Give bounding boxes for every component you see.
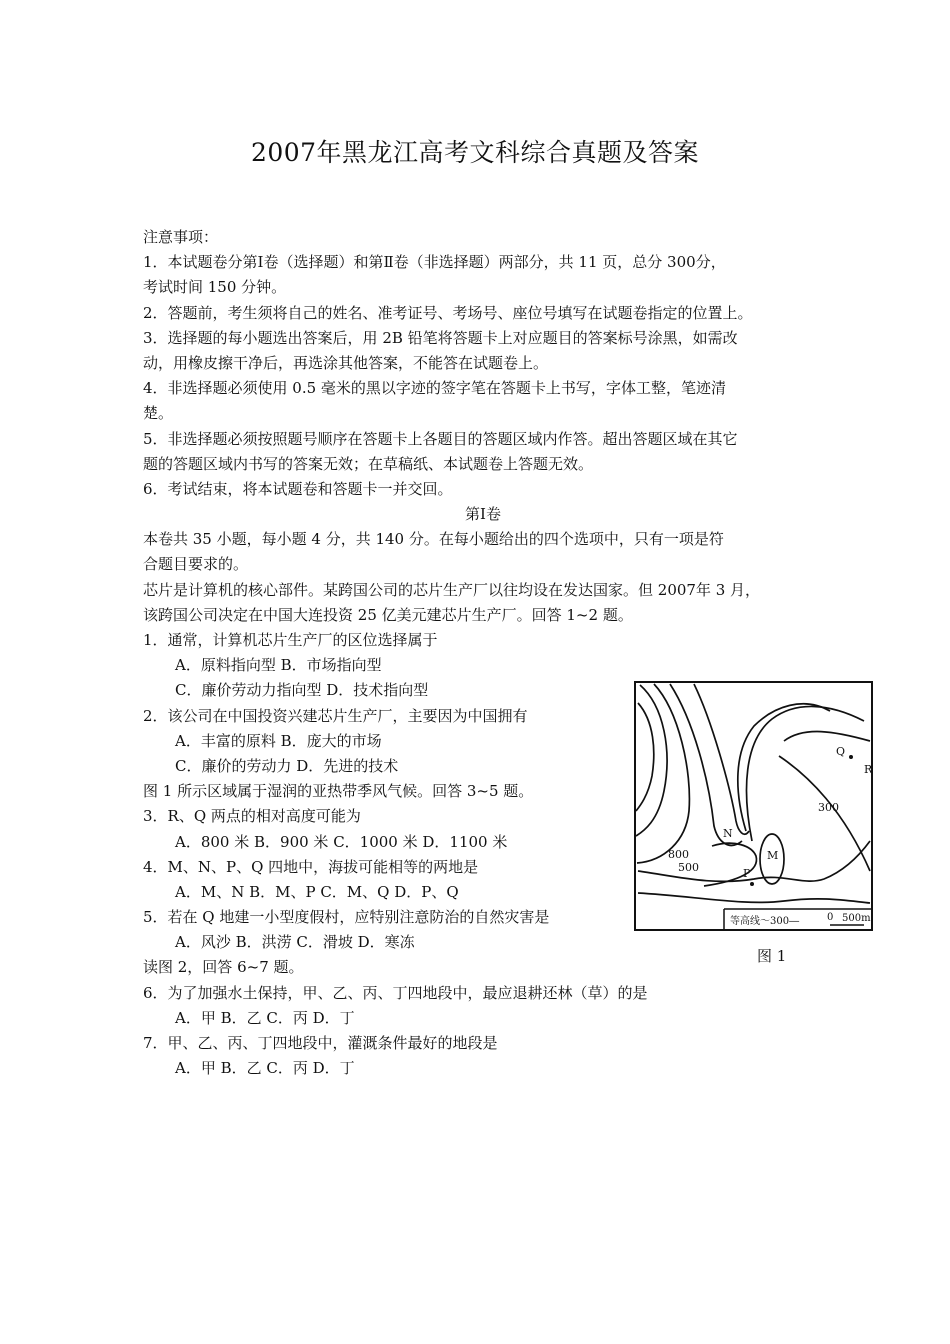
answer-options: A．甲 B．乙 C．丙 D．丁 [175, 1059, 355, 1078]
figure-caption: 图 1 [757, 947, 787, 965]
label-n: N [723, 827, 733, 840]
label-300: 300 [818, 801, 839, 814]
section-heading: 第Ⅰ卷 [465, 505, 501, 524]
text-line: 本卷共 35 小题，每小题 4 分，共 140 分。在每小题给出的四个选项中，只有一项是符 [143, 530, 724, 549]
answer-options: A．M、N B．M、P C．M、Q D．P、Q [175, 882, 459, 901]
legend-zero: 0 [827, 912, 834, 923]
label-500: 500 [678, 861, 699, 874]
text-line: 该跨国公司决定在中国大连投资 25 亿美元建芯片生产厂。回答 1~2 题。 [143, 605, 633, 624]
document-body [143, 225, 823, 1081]
text-line: 5．非选择题必须按照题号顺序在答题卡上各题目的答题区域内作答。超出答题区域在其它 [143, 429, 738, 448]
label-r: R [864, 763, 873, 776]
point-p [750, 882, 754, 886]
page-title: 2007年黑龙江高考文科综合真题及答案 [250, 138, 700, 167]
text-line: 动，用橡皮擦干净后，再选涂其他答案，不能答在试题卷上。 [143, 353, 549, 372]
label-p: P [743, 867, 751, 880]
text-line: 读图 2，回答 6~7 题。 [143, 958, 304, 977]
answer-options: A．风沙 B．洪涝 C．滑坡 D．寒冻 [175, 933, 415, 952]
answer-options: A．甲 B．乙 C．丙 D．丁 [175, 1008, 355, 1027]
label-800: 800 [668, 848, 689, 861]
text-line: 合题目要求的。 [143, 555, 249, 574]
answer-options: A．丰富的原料 B．庞大的市场 [175, 731, 382, 750]
label-q: Q [836, 745, 846, 758]
answer-options: C．廉价劳动力指向型 D．技术指向型 [175, 681, 429, 700]
question: 3．R、Q 两点的相对高度可能为 [143, 807, 361, 826]
question: 5．若在 Q 地建一小型度假村，应特别注意防治的自然灾害是 [143, 908, 550, 927]
point-q [849, 755, 853, 759]
contour-map-figure [634, 681, 873, 931]
text-line: 题的答题区域内书写的答案无效；在草稿纸、本试题卷上答题无效。 [143, 454, 594, 473]
text-line: 4．非选择题必须使用 0.5 毫米的黑以字迹的签字笔在答题卡上书写，字体工整，笔迹清 [143, 379, 726, 398]
text-line: 图 1 所示区域属于湿润的亚热带季风气候。回答 3~5 题。 [143, 782, 534, 801]
question: 4．M、N、P、Q 四地中，海拔可能相等的两地是 [143, 857, 479, 876]
text-line: 楚。 [143, 404, 174, 423]
legend-contour: 等高线～300― [730, 916, 800, 927]
question: 7．甲、乙、丙、丁四地段中，灌溉条件最好的地段是 [143, 1034, 498, 1052]
answer-options: A．800 米 B．900 米 C．1000 米 D．1100 米 [175, 832, 508, 851]
text-line: 注意事项： [143, 228, 219, 246]
text-line: 6．考试结束，将本试题卷和答题卡一并交回。 [143, 479, 453, 498]
answer-options: A．原料指向型 B．市场指向型 [175, 656, 382, 675]
text-line: 芯片是计算机的核心部件。某跨国公司的芯片生产厂以往均设在发达国家。但 2007年 3 月， [143, 580, 761, 599]
question: 2．该公司在中国投资兴建芯片生产厂，主要因为中国拥有 [143, 706, 528, 725]
label-m: M [767, 849, 779, 862]
question: 6．为了加强水土保持，甲、乙、丙、丁四地段中，最应退耕还林（草）的是 [143, 983, 648, 1002]
legend-scale: 500m [842, 913, 871, 924]
text-line: 2．答题前，考生须将自己的姓名、准考证号、考场号、座位号填写在试题卷指定的位置上。 [143, 303, 753, 322]
text-line: 1．本试题卷分第Ⅰ卷（选择题）和第Ⅱ卷（非选择题）两部分，共 11 页，总分 300分， [143, 253, 726, 272]
text-line: 考试时间 150 分钟。 [143, 278, 287, 297]
answer-options: C．廉价的劳动力 D．先进的技术 [175, 756, 399, 775]
question: 1．通常，计算机芯片生产厂的区位选择属于 [143, 631, 438, 649]
text-line: 3．选择题的每小题选出答案后，用 2B 铅笔将答题卡上对应题目的答案标号涂黑，如需改 [143, 328, 738, 347]
